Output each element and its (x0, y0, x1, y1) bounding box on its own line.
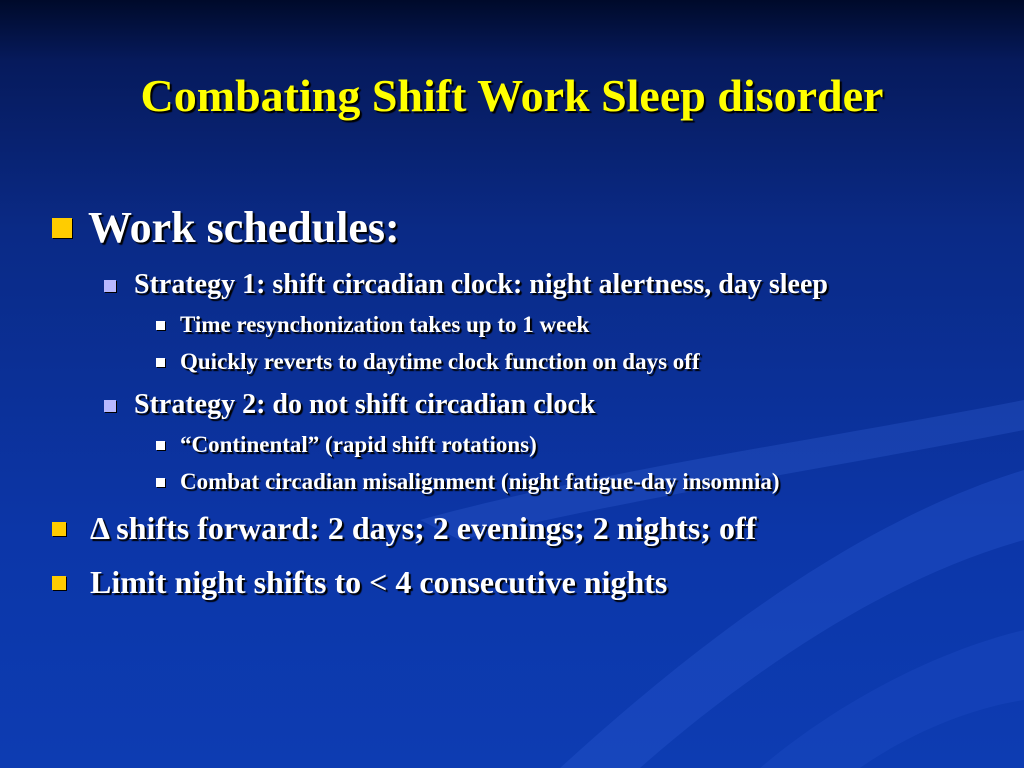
bullet-text: Δ shifts forward: 2 days; 2 evenings; 2 nights; off (90, 510, 757, 546)
square-bullet-icon (156, 321, 165, 330)
bullet-text: “Continental” (rapid shift rotations) (180, 432, 537, 457)
square-bullet-icon (52, 218, 72, 238)
square-bullet-icon (156, 441, 165, 450)
bullet-text: Strategy 2: do not shift circadian clock (134, 389, 596, 420)
bullet-text: Quickly reverts to daytime clock function on days off (180, 349, 700, 374)
square-bullet-icon (52, 522, 66, 536)
square-bullet-icon (156, 358, 165, 367)
square-bullet-icon (156, 478, 165, 487)
bullet-text: Combat circadian misalignment (night fatigue-day insomnia) (180, 469, 780, 494)
bullet-text: Work schedules: (88, 203, 400, 252)
square-bullet-icon (104, 400, 116, 412)
square-bullet-icon (104, 280, 116, 292)
bullet-text: Strategy 1: shift circadian clock: night alertness, day sleep (134, 269, 828, 300)
bullet-text: Time resynchonization takes up to 1 week (180, 312, 590, 337)
square-bullet-icon (52, 576, 66, 590)
slide-title: Combating Shift Work Sleep disorder (140, 70, 884, 121)
bullet-text: Limit night shifts to < 4 consecutive nights (90, 564, 668, 600)
